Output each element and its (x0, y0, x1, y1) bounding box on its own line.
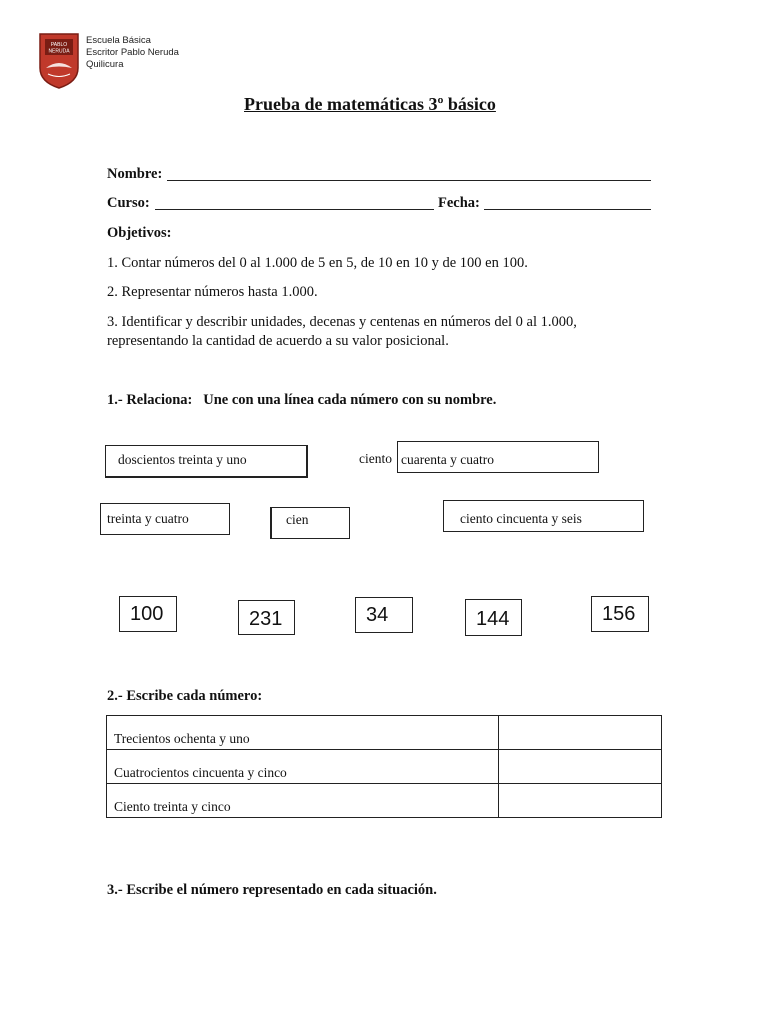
number-box-144[interactable] (465, 599, 522, 636)
nombre-label: Nombre: (107, 166, 163, 182)
answer-cell[interactable] (499, 750, 662, 784)
curso-field[interactable] (155, 209, 434, 210)
ciento-text: ciento (359, 451, 392, 466)
school-line-1: Escuela Básica (86, 35, 151, 46)
answer-cell[interactable] (499, 716, 662, 750)
word-box-cuarenta[interactable] (397, 441, 599, 473)
section1-label: 1.- Relaciona: (107, 392, 193, 408)
nombre-field[interactable] (167, 180, 651, 181)
word-label: cuarenta y cuatro (401, 452, 494, 467)
section1-instruction: Une con una línea cada número con su nombre. (203, 392, 497, 408)
number-box-34[interactable] (355, 597, 413, 633)
fecha-field[interactable] (484, 209, 651, 210)
word-box-ciento-cincuenta[interactable] (443, 500, 644, 532)
answer-cell[interactable] (499, 784, 662, 818)
word-label: cien (286, 512, 309, 527)
word-cell: Trecientos ochenta y uno (107, 716, 499, 750)
number-label: 100 (130, 603, 164, 625)
objetivo-3: 3. Identificar y describir unidades, decenas y centenas en números del 0 al 1.000, (107, 314, 577, 330)
word-cell: Ciento treinta y cinco (107, 784, 499, 818)
word-cell: Cuatrocientos cincuenta y cinco (107, 750, 499, 784)
curso-label: Curso: (107, 195, 150, 211)
number-label: 156 (602, 603, 636, 625)
table-row (107, 716, 662, 750)
table-row (107, 750, 662, 784)
word-box-doscientos[interactable] (105, 445, 308, 478)
school-line-2: Escritor Pablo Neruda (86, 47, 179, 58)
logo-text-2: NERUDA (48, 48, 70, 55)
objetivo-2: 2. Representar números hasta 1.000. (107, 284, 318, 300)
word-label: ciento cincuenta y seis (460, 511, 582, 526)
objetivo-1: 1. Contar números del 0 al 1.000 de 5 en 5, de 10 en 10 y de 100 en 100. (107, 255, 528, 271)
objetivo-3-cont: representando la cantidad de acuerdo a su valor posicional. (107, 333, 449, 349)
table-row (107, 784, 662, 818)
word-box-treinta[interactable] (100, 503, 230, 535)
number-box-231[interactable] (238, 600, 295, 635)
section3-heading: 3.- Escribe el número representado en cada situación. (107, 882, 437, 898)
number-box-100[interactable] (119, 596, 177, 632)
number-label: 34 (366, 604, 389, 626)
school-line-3: Quilicura (86, 59, 124, 70)
word-label: doscientos treinta y uno (118, 452, 247, 467)
number-label: 231 (249, 608, 283, 630)
logo-text-1: PABLO (50, 42, 68, 48)
page-title: Prueba de matemáticas 3º básico (244, 94, 496, 114)
fecha-label: Fecha: (438, 195, 480, 211)
section1-heading (107, 392, 496, 409)
word-label: treinta y cuatro (107, 511, 189, 526)
word-box-cien[interactable] (270, 507, 350, 539)
school-logo (38, 32, 80, 90)
number-box-156[interactable] (591, 596, 649, 632)
school-name (86, 35, 179, 71)
number-label: 144 (476, 608, 510, 630)
objetivos-heading: Objetivos: (107, 225, 172, 241)
number-words-table (106, 715, 662, 818)
section2-heading: 2.- Escribe cada número: (107, 688, 263, 704)
